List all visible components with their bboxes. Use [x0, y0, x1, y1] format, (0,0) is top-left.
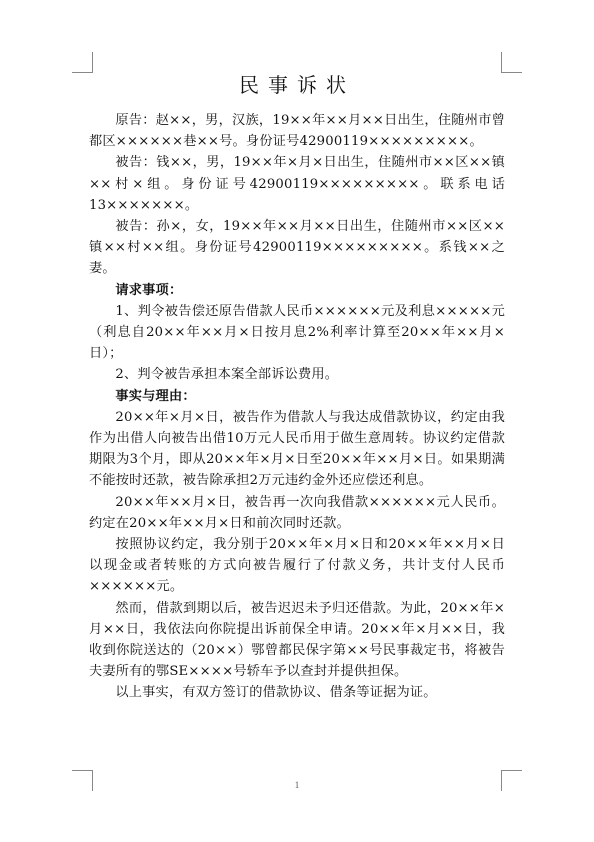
paragraph-claim-1: 1、判令被告偿还原告借款人民币××××××元及利息×××××元（利息自20××年××月×日按月息2%利率计算至20××年××月×日）；: [89, 303, 505, 362]
paragraph-evidence: 以上事实，有双方签订的借款协议、借条等证据为证。: [115, 685, 437, 701]
paragraph-defendant-1: 被告：钱××，男，19××年×月×日出生，住随州市××区××镇××村×组。身份证号42900119×××××××××。联系电话13×××××××。: [89, 155, 505, 213]
page-number: 1: [294, 780, 300, 790]
paragraph-defendant-2: 被告：孙×，女，19××年××月××日出生，住随州市××区××镇××村××组。身份证号42900119×××××××××。系钱××之妻。: [89, 219, 505, 277]
paragraph-fact-3: 按照协议约定，我分别于20××年×月×日和20××年××月×日以现金或者转账的方式向被告履行了付款义务，共计支付人民币××××××元。: [89, 537, 505, 595]
paragraph-claim-2: 2、判令被告承担本案全部诉讼费用。: [115, 367, 339, 383]
paragraph-plaintiff: 原告：赵××，男，汉族，19××年××月××日出生，住随州市曾都区××××××巷××号。身份证号42900119×××××××××。: [89, 113, 505, 150]
document-body[interactable]: [89, 70, 505, 704]
paragraph-fact-1: 20××年×月×日，被告作为借款人与我达成借款协议，约定由我作为出借人向被告出借10万元人民币用于做生意周转。协议约定借款期限为3个月，即从20××年×月×日至20××年××月×日。如果期满不能按时还款，被告除承担2万元违约金外还应偿还利息。: [89, 409, 505, 489]
document-title: 民事诉状: [239, 73, 355, 97]
paragraph-fact-4: 然而，借款到期以后，被告迟迟未予归还借款。为此，20××年×月××日，我依法向你院提出诉前保全申请。20××年×月××日，我收到你院送达的（20××）鄂曾都民保字第××号民事裁定书，将被告夫妻所有的鄂SE××××号轿车予以查封并提供担保。: [89, 600, 505, 680]
heading-claims: 请求事项：: [115, 282, 183, 298]
heading-facts-reasons: 事实与理由：: [115, 388, 196, 404]
paragraph-fact-2: 20××年××月×日，被告再一次向我借款××××××元人民币。约定在20××年××月×日和前次同时还款。: [89, 494, 505, 531]
